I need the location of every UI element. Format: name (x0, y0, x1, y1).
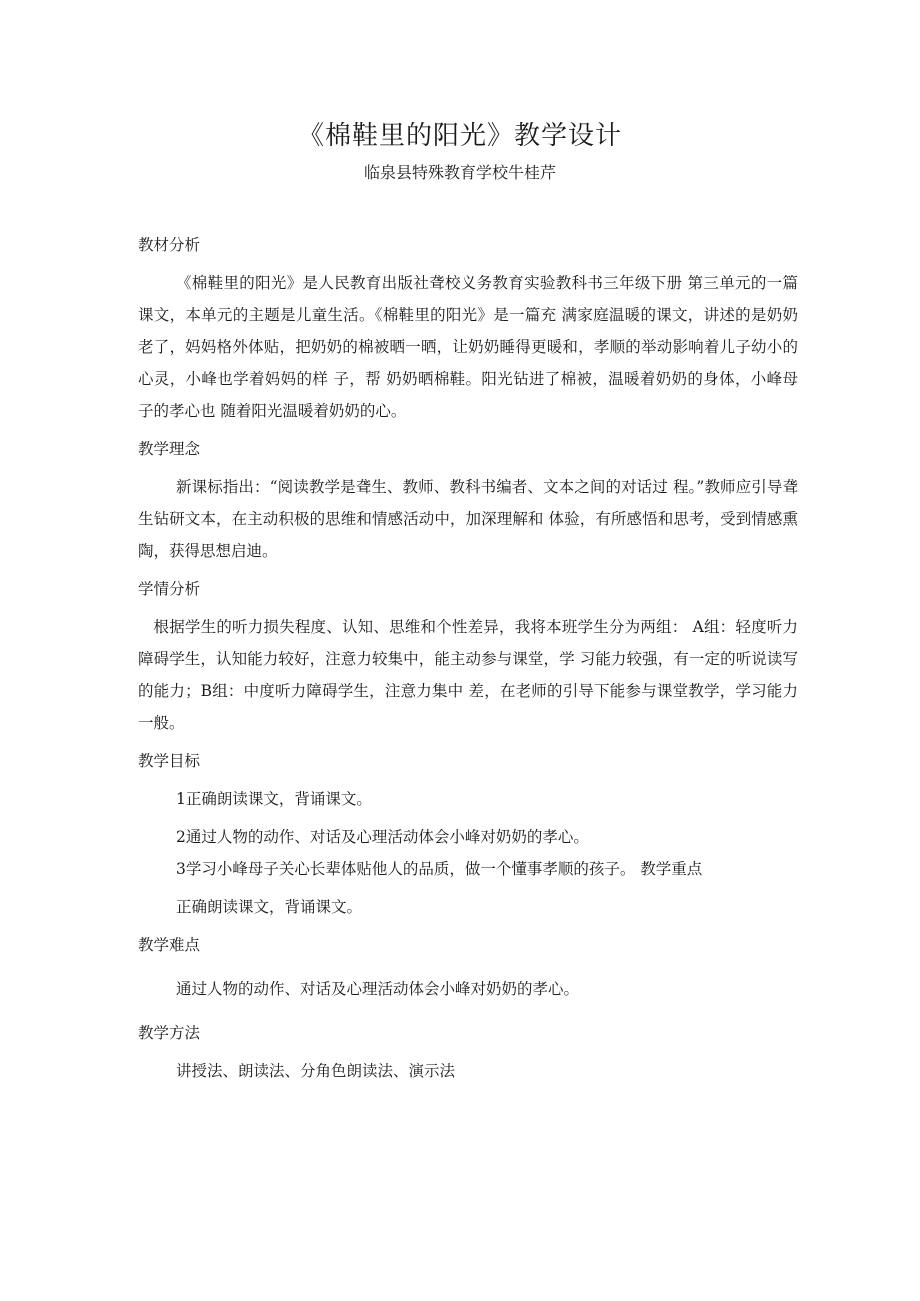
section-heading-difficulty: 教学难点 (138, 936, 201, 954)
section-heading-philosophy: 教学理念 (138, 440, 201, 458)
document-author: 临泉县特殊教育学校牛桂芹 (363, 163, 556, 182)
section-heading-students: 学情分析 (138, 580, 201, 598)
section-text-students: 根据学生的听力损失程度、认知、思维和个性差异，我将本班学生分为两组： A组：轻度听力障碍学生，认知能力较好，注意力较集中，能主动参与课堂，学 习能力较强，有一定的听说读写的能力；B组：中度听力障碍学生，注意力集中 差，在老师的引导下能参与课堂教学，学习能力一般。 (138, 618, 798, 732)
document-title: 《棉鞋里的阳光》教学设计 (297, 121, 622, 151)
section-text-methods: 讲授法、朗读法、分角色朗读法、演示法 (176, 1062, 456, 1080)
document-body (138, 229, 798, 1087)
section-heading-goals: 教学目标 (138, 752, 201, 770)
key-point-text: 正确朗读课文，背诵课文。 (176, 898, 363, 916)
goal-item: 2通过人物的动作、对话及心理活动体会小峰对奶奶的孝心。 (176, 828, 589, 846)
section-text-analysis: 《棉鞋里的阳光》是人民教育出版社聋校义务教育实验教科书三年级下册 第三单元的一篇课文，本单元的主题是儿童生活。《棉鞋里的阳光》是一篇充 满家庭温暖的课文，讲述的是奶奶老了，妈妈格外体贴，把奶奶的棉被晒一晒，让奶奶睡得更暖和，孝顺的举动影响着儿子幼小的心灵，小峰也学着妈妈的样 子，帮 奶奶晒棉鞋。阳光钻进了棉被，温暖着奶奶的身体，小峰母子的孝心也 随着阳光温暖着奶奶的心。 (138, 274, 798, 420)
goal-item: 1正确朗读课文，背诵课文。 (176, 790, 372, 808)
section-heading-analysis: 教材分析 (138, 236, 201, 254)
goal-item: 3学习小峰母子关心长辈体贴他人的品质，做一个懂事孝顺的孩子。 教学重点 (176, 860, 703, 878)
section-text-difficulty: 通过人物的动作、对话及心理活动体会小峰对奶奶的孝心。 (176, 980, 580, 998)
section-heading-methods: 教学方法 (138, 1024, 201, 1042)
section-text-philosophy: 新课标指出：“阅读教学是聋生、教师、教科书编者、文本之间的对话过 程。”教师应引导聋生钻研文本，在主动积极的思维和情感活动中，加深理解和 体验，有所感悟和思考，受到情感熏陶，获得思想启迪。 (138, 478, 798, 560)
